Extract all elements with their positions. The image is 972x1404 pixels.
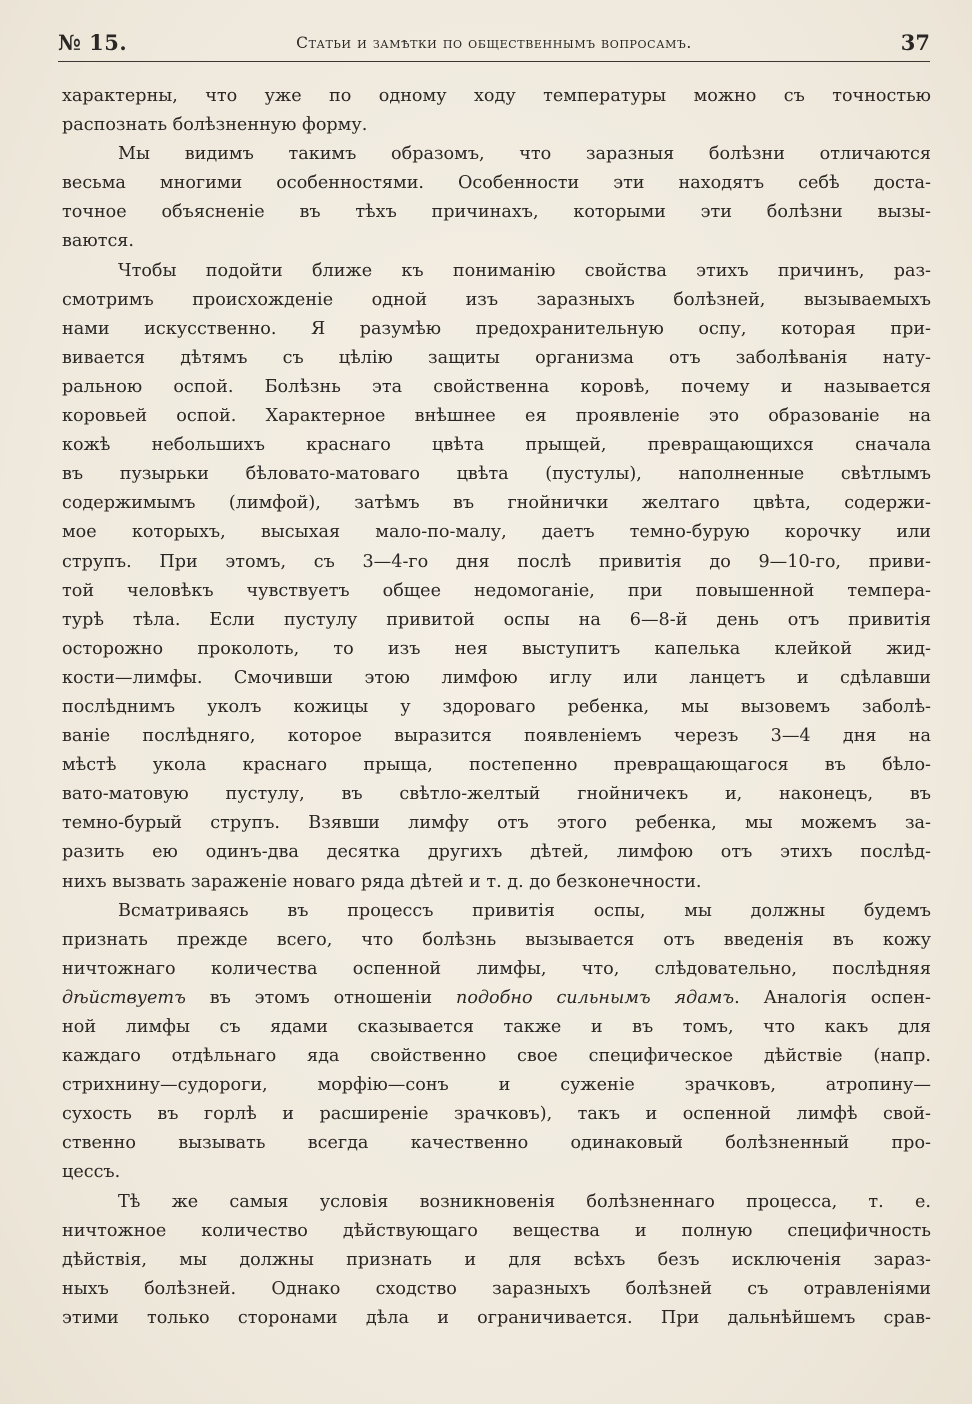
paragraph (62, 82, 931, 140)
text-line: нами искусственно. Я разумѣю предохранительную оспу, которая при- (62, 318, 931, 339)
text-line: ныхъ болѣзней. Однако сходство заразныхъ болѣзней съ отравленіями (62, 1278, 931, 1299)
text-line: кожѣ небольшихъ краснаго цвѣта прыщей, превращающихся сначала (62, 435, 931, 456)
text-line: этими только сторонами дѣла и ограничивается. При дальнѣйшемъ срав- (62, 1307, 931, 1328)
paragraph (62, 140, 931, 256)
text-line: осторожно проколоть, то изъ нея выступитъ капелька клейкой жид- (62, 638, 931, 659)
text-line: ной лимфы съ ядами сказывается также и въ томъ, что какъ для (62, 1017, 931, 1037)
text-line: распознать болѣзненную форму. (62, 115, 368, 136)
text-line: признать прежде всего, что болѣзнь вызывается отъ введенія въ кожу (62, 929, 931, 950)
text-line: вивается дѣтямъ съ цѣлію защиты организма отъ заболѣванія нату- (62, 347, 931, 368)
text-line: Всматриваясь въ процессъ привитія оспы, мы должны будемъ (118, 900, 931, 921)
text-line: ственно вызывать всегда качественно одинаковый болѣзненный про- (62, 1133, 931, 1154)
text-line: въ пузырьки бѣловато-матоваго цвѣта (пустулы), наполненные свѣтлымъ (62, 464, 931, 485)
text-line: содержимымъ (лимфой), затѣмъ въ гнойнички желтаго цвѣта, содержи- (62, 493, 931, 514)
issue-number: № 15. (58, 30, 128, 55)
text-line: послѣднимъ уколъ кожицы у здороваго ребенка, мы вызовемъ заболѣ- (62, 696, 931, 717)
text-line: характерны, что уже по одному ходу температуры можно съ точностью (62, 86, 931, 106)
text-line: Тѣ же самыя условія возникновенія болѣзненнаго процесса, т. е. (118, 1191, 931, 1212)
text-line: смотримъ происхожденіе одной изъ заразныхъ болѣзней, вызываемыхъ (62, 289, 931, 310)
text-line: ничтожнаго количества оспенной лимфы, что, слѣдовательно, послѣдняя (62, 958, 931, 979)
italic-emphasis: подобно сильнымъ ядамъ (455, 987, 735, 1008)
text-line: мое которыхъ, высыхая мало-по-малу, даетъ темно-бурую корочку или (62, 522, 931, 543)
body-text (62, 82, 931, 1333)
text-line: стрихнину—судороги, морфію—сонъ и суженіе зрачковъ, атропину— (62, 1075, 931, 1096)
text-line: ральною оспой. Болѣзнь эта свойственна коровѣ, почему и называется (62, 376, 931, 397)
text-line: ваніе послѣдняго, которое выразится появленіемъ черезъ 3—4 дня на (62, 726, 931, 747)
text-line: ничтожное количество дѣйствующаго вещества и полную специфичность (62, 1220, 931, 1241)
text-line: каждаго отдѣльнаго яда свойственно свое специфическое дѣйствіе (напр. (62, 1046, 931, 1067)
text-line: струпъ. При этомъ, съ 3—4-го дня послѣ привитія до 9—10-го, приви- (62, 551, 931, 572)
text-line: Мы видимъ такимъ образомъ, что заразныя болѣзни отличаются (118, 144, 931, 165)
running-header (58, 28, 930, 58)
text-line: нихъ вызвать зараженіе новаго ряда дѣтей и т. д. до безконечности. (62, 871, 702, 892)
text-line: точное объясненіе въ тѣхъ причинахъ, которыми эти болѣзни вызы- (62, 202, 931, 223)
italic-emphasis: дѣйствуетъ (62, 987, 186, 1008)
text-line: мѣстѣ укола краснаго прыща, постепенно превращающагося въ бѣло- (62, 755, 931, 776)
running-title: Статьи и замѣтки по общественнымъ вопросамъ. (296, 34, 692, 52)
text-line: сухость въ горлѣ и расширеніе зрачковъ), такъ и оспенной лимфѣ свой- (62, 1104, 931, 1125)
text-line: дѣйствуетъ въ этомъ отношеніи подобно сильнымъ ядамъ. Аналогія оспен- (62, 987, 931, 1008)
page-number: 37 (900, 30, 930, 55)
text-line: весьма многими особенностями. Особенности эти находятъ себѣ доста- (62, 173, 931, 194)
text-line: кости—лимфы. Смочивши этою лимфою иглу или ланцетъ и сдѣлавши (62, 667, 931, 688)
text-line: вато-матовую пустулу, въ свѣтло-желтый гнойничекъ и, наконецъ, въ (62, 784, 931, 805)
text-line: темно-бурый струпъ. Взявши лимфу отъ этого ребенка, мы можемъ за- (62, 813, 931, 834)
text-line: цессъ. (62, 1162, 121, 1183)
paragraph (62, 1188, 931, 1333)
text-line: разить ею одинъ-два десятка другихъ дѣтей, лимфою отъ этихъ послѣд- (62, 842, 931, 863)
text-line: коровьей оспой. Характерное внѣшнее ея проявленіе это образованіе на (62, 406, 931, 427)
text-line: турѣ тѣла. Если пустулу привитой оспы на 6—8-й день отъ привитія (62, 609, 931, 630)
text-line: ваются. (62, 231, 134, 252)
paragraph (62, 897, 931, 1188)
text-line: Чтобы подойти ближе къ пониманію свойства этихъ причинъ, раз- (118, 260, 931, 281)
paragraph (62, 257, 931, 897)
header-rule (58, 61, 930, 62)
text-line: дѣйствія, мы должны признать и для всѣхъ безъ исключенія зараз- (62, 1249, 931, 1270)
text-line: той человѣкъ чувствуетъ общее недомоганіе, при повышенной темпера- (62, 580, 931, 601)
